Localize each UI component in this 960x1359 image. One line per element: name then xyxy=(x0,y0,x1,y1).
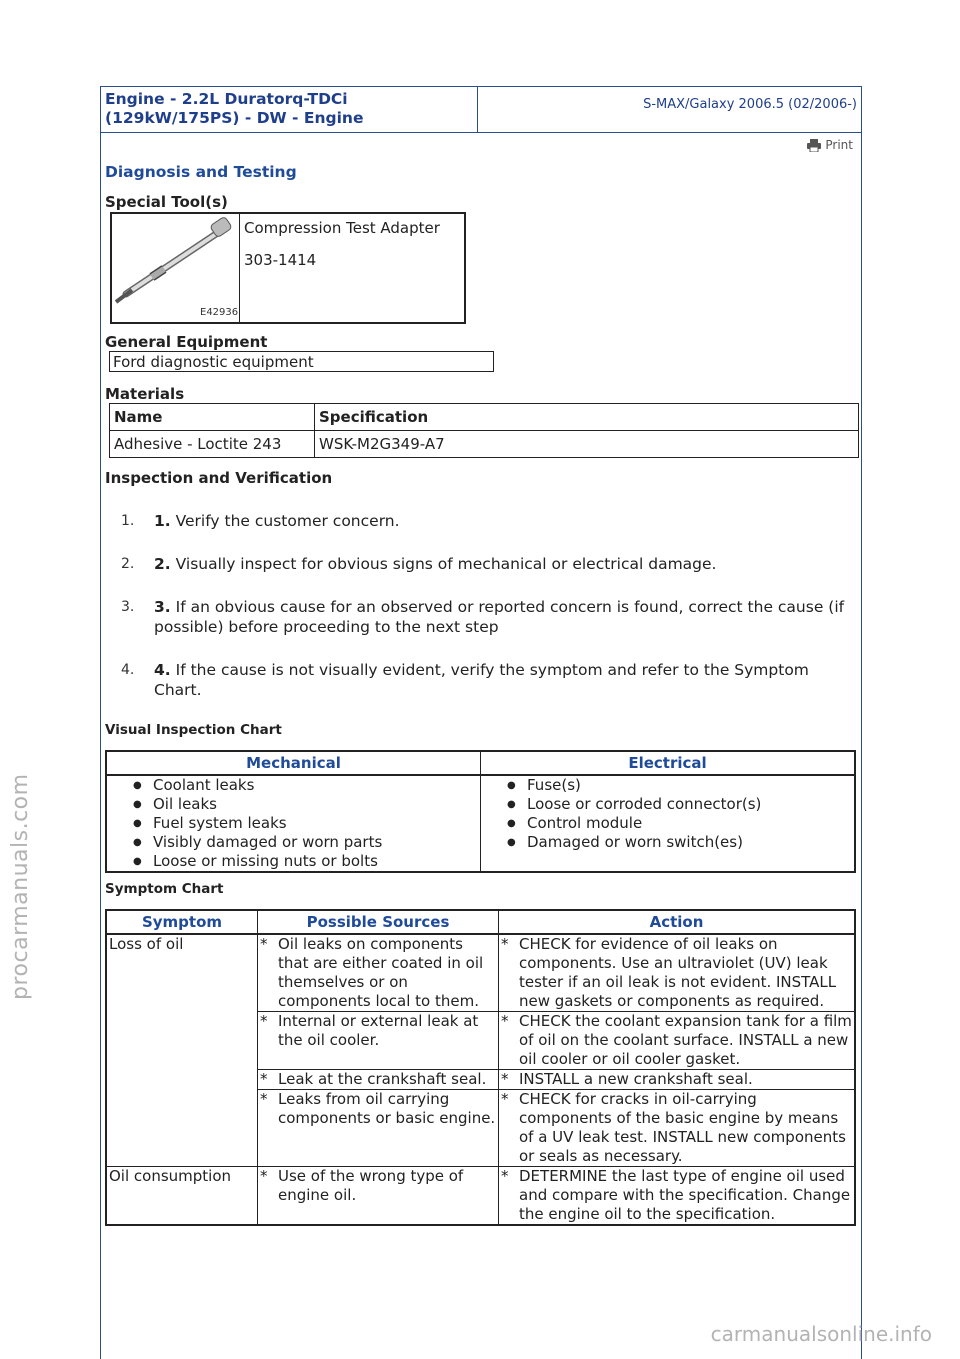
action-text: CHECK for cracks in oil-carrying components of the basic engine by means of a UV leak test. INSTALL new components or seals as necessary. xyxy=(519,1090,846,1165)
visual-inspection-table xyxy=(105,750,856,873)
table-row xyxy=(110,431,859,458)
star-bullet: * xyxy=(501,1167,509,1185)
manual-page xyxy=(100,86,862,1359)
step-number: 2. xyxy=(121,556,135,572)
col-specification: Specification xyxy=(315,404,859,431)
star-bullet: * xyxy=(260,1012,268,1030)
step-bold-number: 2. xyxy=(154,555,171,573)
action-text: DETERMINE the last type of engine oil used and compare with the specification. Change the engine oil to the specification. xyxy=(519,1167,851,1223)
symptom-table xyxy=(105,909,856,1226)
page-title xyxy=(101,87,478,132)
electrical-cell xyxy=(481,775,856,872)
list-item: ● Control module xyxy=(507,814,854,833)
step-text: Verify the customer concern. xyxy=(175,512,400,530)
inspection-heading: Inspection and Verification xyxy=(105,469,333,487)
image-code: E42936 xyxy=(200,307,239,318)
material-spec: WSK-M2G349-A7 xyxy=(315,431,859,458)
col-name: Name xyxy=(110,404,315,431)
star-bullet: * xyxy=(260,1090,268,1108)
col-electrical: Electrical xyxy=(481,751,856,775)
equipment-item: Ford diagnostic equipment xyxy=(109,351,494,372)
action-text: CHECK the coolant expansion tank for a film of oil on the coolant surface. INSTALL a new oil cooler or oil cooler gasket. xyxy=(519,1012,852,1068)
source-text: Use of the wrong type of engine oil. xyxy=(278,1167,464,1204)
print-button[interactable] xyxy=(807,138,853,152)
action-cell xyxy=(499,1090,856,1167)
tool-description xyxy=(240,214,444,322)
inspection-steps xyxy=(121,511,861,723)
special-tool-box xyxy=(110,212,466,324)
source-cell xyxy=(258,1012,499,1070)
list-item xyxy=(121,597,861,637)
list-item xyxy=(121,511,861,531)
step-bold-number: 4. xyxy=(154,661,171,679)
star-bullet: * xyxy=(501,1070,509,1088)
table-row xyxy=(106,1167,855,1226)
title-line2: (129kW/175PS) - DW - Engine xyxy=(105,109,364,127)
visual-header-row xyxy=(106,751,855,775)
step-text: If the cause is not visually evident, verify the symptom and refer to the Symptom Chart. xyxy=(154,661,809,699)
col-possible-sources: Possible Sources xyxy=(258,910,499,934)
col-action: Action xyxy=(499,910,856,934)
material-name: Adhesive - Loctite 243 xyxy=(110,431,315,458)
electrical-list xyxy=(481,776,854,852)
action-cell xyxy=(499,934,856,1012)
tool-name: Compression Test Adapter xyxy=(244,219,440,237)
list-item xyxy=(121,660,861,700)
side-watermark: procarmanuals.com xyxy=(8,773,33,1000)
visual-chart-heading: Visual Inspection Chart xyxy=(105,722,282,738)
list-item: ● Fuel system leaks xyxy=(133,814,480,833)
list-item: ● Loose or corroded connector(s) xyxy=(507,795,854,814)
star-bullet: * xyxy=(501,1090,509,1108)
source-text: Internal or external leak at the oil cooler. xyxy=(278,1012,479,1049)
table-row xyxy=(106,775,855,872)
title-line1: Engine - 2.2L Duratorq-TDCi xyxy=(105,90,348,108)
footer-watermark: carmanualsonline.info xyxy=(710,1322,932,1346)
action-text: CHECK for evidence of oil leaks on components. Use an ultraviolet (UV) leak tester if an oil leak is not evident. INSTALL new gaskets or components as required. xyxy=(519,935,837,1010)
star-bullet: * xyxy=(260,1167,268,1185)
symptom-loss-of-oil: Loss of oil xyxy=(106,934,258,1167)
source-text: Oil leaks on components that are either coated in oil themselves or on components local to them. xyxy=(278,935,484,1010)
source-text: Leaks from oil carrying components or basic engine. xyxy=(278,1090,496,1127)
symptom-header-row xyxy=(106,910,855,934)
list-item: ● Damaged or worn switch(es) xyxy=(507,833,854,852)
print-label: Print xyxy=(825,138,853,152)
materials-heading: Materials xyxy=(105,385,185,403)
symptom-oil-consumption: Oil consumption xyxy=(106,1167,258,1226)
source-cell xyxy=(258,1090,499,1167)
tool-number: 303-1414 xyxy=(244,251,317,269)
materials-table xyxy=(109,403,859,458)
section-title: Diagnosis and Testing xyxy=(105,163,297,181)
source-cell xyxy=(258,1070,499,1090)
table-row xyxy=(106,934,855,1012)
list-item xyxy=(121,554,861,574)
col-symptom: Symptom xyxy=(106,910,258,934)
step-text: If an obvious cause for an observed or reported concern is found, correct the cause (if possible) before proceeding to the next step xyxy=(154,598,845,636)
tool-image xyxy=(112,214,240,322)
step-bold-number: 1. xyxy=(154,512,171,530)
star-bullet: * xyxy=(501,1012,509,1030)
list-item: ● Oil leaks xyxy=(133,795,480,814)
action-cell xyxy=(499,1070,856,1090)
source-text: Leak at the crankshaft seal. xyxy=(278,1070,487,1088)
compression-adapter-illustration xyxy=(112,214,239,318)
mechanical-list xyxy=(107,776,480,871)
symptom-chart-heading: Symptom Chart xyxy=(105,881,224,897)
list-item: ● Fuse(s) xyxy=(507,776,854,795)
step-number: 4. xyxy=(121,662,135,678)
star-bullet: * xyxy=(260,935,268,953)
special-tools-heading: Special Tool(s) xyxy=(105,193,228,211)
action-text: INSTALL a new crankshaft seal. xyxy=(519,1070,753,1088)
step-number: 1. xyxy=(121,513,135,529)
action-cell xyxy=(499,1012,856,1070)
list-item: ● Coolant leaks xyxy=(133,776,480,795)
list-item: ● Visibly damaged or worn parts xyxy=(133,833,480,852)
step-text: Visually inspect for obvious signs of mechanical or electrical damage. xyxy=(175,555,717,573)
step-bold-number: 3. xyxy=(154,598,171,616)
source-cell xyxy=(258,934,499,1012)
star-bullet: * xyxy=(260,1070,268,1088)
general-equipment-heading: General Equipment xyxy=(105,333,268,351)
page-header xyxy=(101,87,861,133)
list-item: ● Loose or missing nuts or bolts xyxy=(133,852,480,871)
star-bullet: * xyxy=(501,935,509,953)
printer-icon xyxy=(807,139,821,152)
col-mechanical: Mechanical xyxy=(106,751,481,775)
source-cell xyxy=(258,1167,499,1226)
materials-header-row xyxy=(110,404,859,431)
mechanical-cell xyxy=(106,775,481,872)
step-number: 3. xyxy=(121,599,135,615)
action-cell xyxy=(499,1167,856,1226)
vehicle-label: S-MAX/Galaxy 2006.5 (02/2006-) xyxy=(643,97,857,112)
